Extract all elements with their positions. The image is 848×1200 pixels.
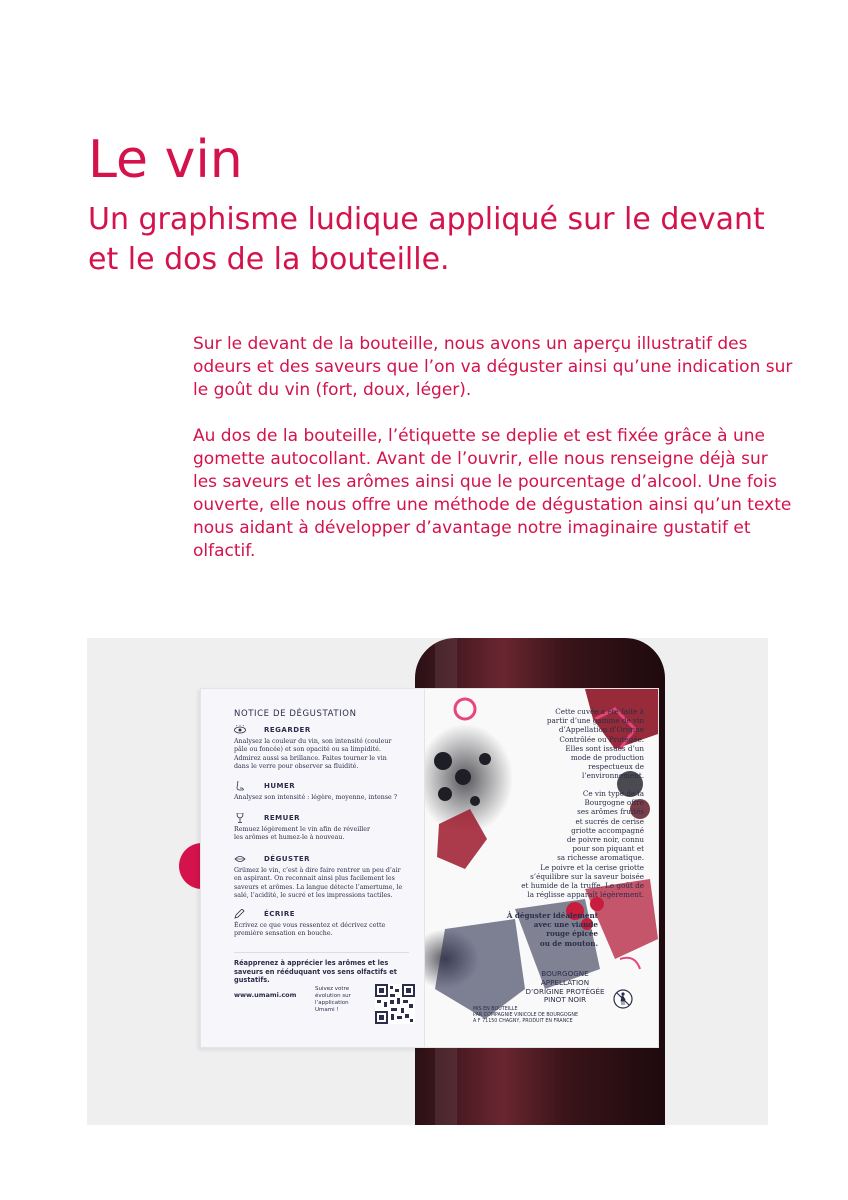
flavor-text — [521, 789, 644, 899]
origin-line: l’environnement. — [582, 771, 644, 781]
step-name: ÉCRIRE — [264, 910, 296, 918]
origin-text — [547, 707, 644, 781]
step-name: REMUER — [264, 814, 300, 822]
relearn-line: saveurs en rééduquant vos sens olfactifs et — [234, 967, 397, 976]
flavor-line: Le poivre et la cerise griotte — [540, 862, 644, 872]
pen-icon — [234, 909, 246, 919]
step-name: DÉGUSTER — [264, 855, 311, 863]
pregnancy-warning-icon — [613, 989, 633, 1009]
step-deguster — [234, 854, 409, 900]
mouth-icon — [234, 854, 246, 864]
appellation-line: APPELLATION — [540, 977, 590, 987]
bottling-line: PAR COMPAGNIE VINICOLE DE BOURGOGNE — [473, 1013, 579, 1018]
nose-icon — [234, 781, 246, 791]
origin-line: d’Appellation d’Origine — [558, 725, 644, 735]
flavor-line: s’équilibre sur la saveur boisée — [530, 871, 644, 881]
relearn-text — [234, 959, 409, 985]
glass-icon — [234, 813, 246, 823]
flavor-line: ses arômes fruités — [577, 807, 644, 817]
page-title: Le vin — [88, 130, 243, 190]
step-text — [234, 922, 409, 939]
origin-line: mode de production — [570, 753, 644, 763]
bottle-photo — [87, 638, 768, 1125]
panel-divider — [234, 952, 409, 953]
intro-paragraph-back: Au dos de la bouteille, l’étiquette se deplie et est fixée grâce à une gomette autocollant. Avant de l’ouvrir, elle nous renseigne déjà sur les saveurs et les arômes ainsi que le pourcentage d’alcool. Une fois ouverte, elle nous offre une méthode de dégustation ainsi qu’un texte nous aidant à développer d’avantage notre imaginaire gustatif et olfactif. — [193, 426, 792, 561]
pairing-line: avec une viande — [533, 920, 598, 930]
follow-line: Suivez votre — [315, 986, 350, 992]
step-line: pâle ou foncée) et son opacité ou sa limpidité. — [234, 746, 381, 754]
eye-icon — [234, 725, 246, 735]
flavor-line: et humide de la truffe. Le goût de — [521, 881, 644, 891]
relearn-line: gustatifs. — [234, 976, 270, 984]
pairing-text — [507, 911, 598, 948]
follow-line: Umami ! — [315, 1007, 339, 1013]
step-name: HUMER — [264, 782, 296, 790]
origin-line: partir d’une gamme de vin — [546, 716, 644, 726]
appellation-line: D’ORIGINE PROTÉGÉE — [525, 986, 605, 996]
step-line: Admirez aussi sa brillance. Faites tourner le vin — [234, 754, 387, 762]
origin-line: Elles sont issues d’un — [565, 743, 644, 753]
step-ecrire — [234, 909, 409, 939]
step-text — [234, 794, 409, 802]
step-line: Analysez son intensité : légère, moyenne, intense ? — [234, 794, 398, 801]
notice-title: NOTICE DE DÉGUSTATION — [234, 709, 357, 719]
step-humer — [234, 781, 409, 802]
step-line: les arômes et humez-le à nouveau. — [234, 834, 345, 842]
flavor-line: Ce vin typé de la — [582, 789, 644, 798]
step-text — [234, 826, 409, 843]
flavor-line: de poivre noir, connu — [566, 835, 644, 845]
step-name: REGARDER — [264, 726, 311, 734]
appellation-line: BOURGOGNE — [541, 969, 589, 978]
flavor-line: pour son piquant et — [572, 844, 644, 854]
step-text — [234, 738, 409, 771]
pairing-line: ou de mouton. — [539, 938, 598, 948]
origin-line: Contrôlée ou Protégée. — [559, 734, 644, 744]
step-line: première sensation en bouche. — [234, 930, 333, 938]
step-line: Analysez la couleur du vin, son intensité (couleur — [234, 738, 392, 745]
origin-line: Cette cuvée a été faite à — [555, 707, 644, 716]
step-line: saveurs et arômes. La langue détecte l’amertume, le — [234, 883, 403, 891]
bottling-line: A F 71150 CHAGNY, PRODUIT EN FRANCE — [473, 1019, 573, 1024]
step-line: Grümez le vin, c’est à dire faire rentrer un peu d’air — [234, 867, 401, 874]
follow-app-text — [315, 986, 373, 1014]
follow-line: l’application — [315, 1000, 349, 1006]
flavor-line: sa richesse aromatique. — [557, 853, 644, 863]
step-line: dans le verre pour observer sa fluidité. — [234, 762, 359, 770]
flavor-line: la réglisse apparaît légèrement. — [527, 890, 644, 900]
flavor-line: griotte accompagné — [571, 825, 644, 835]
bottling-text — [473, 1007, 653, 1025]
pairing-line: À déguster idéalement — [506, 911, 598, 920]
wine-description-panel — [424, 688, 659, 1048]
tasting-notice-panel — [200, 688, 426, 1048]
bottling-line: MIS EN BOUTEILLE — [473, 1007, 518, 1012]
step-line: salé, l’acidité, le sucré et les impressions tactiles. — [234, 891, 393, 899]
intro-text — [193, 333, 793, 586]
step-line: Remuez légèrement le vin afin de réveiller — [234, 826, 370, 833]
intro-paragraph-front: Sur le devant de la bouteille, nous avons un aperçu illustratif des odeurs et des saveurs que l’on va déguster ainsi qu’une indication sur le goût du vin (fort, doux, léger). — [193, 334, 793, 400]
page-subtitle: Un graphisme ludique appliqué sur le devant et le dos de la bouteille. — [88, 202, 765, 277]
step-remuer — [234, 813, 409, 843]
follow-line: évolution sur — [315, 993, 351, 999]
step-line: en aspirant. On reconnait ainsi plus facilement les — [234, 875, 395, 883]
relearn-line: Réapprenez à apprécier les arômes et les — [234, 959, 389, 967]
appellation-line: PINOT NOIR — [543, 995, 587, 1005]
website-url: www.umami.com — [234, 991, 297, 999]
flavor-line: Bourgogne offre — [584, 798, 644, 808]
qr-code-icon — [375, 984, 415, 1024]
origin-line: respectueux de — [588, 762, 644, 772]
step-regarder — [234, 725, 409, 771]
step-text — [234, 867, 409, 900]
flavor-line: et sucrés de cerise — [575, 816, 644, 826]
pairing-line: rouge épicée — [546, 929, 598, 939]
step-line: Écrivez ce que vous ressentez et décrivez cette — [234, 922, 386, 929]
